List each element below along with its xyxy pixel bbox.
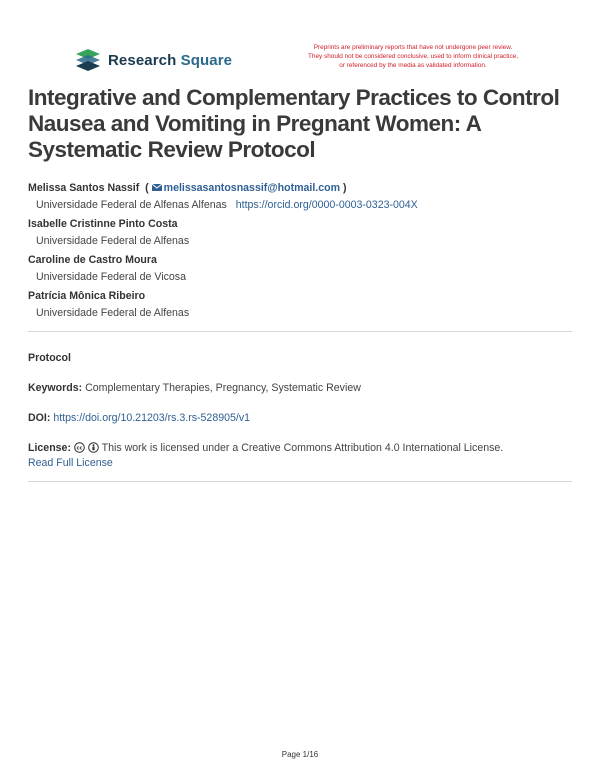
research-square-logo[interactable] (74, 48, 232, 72)
author-1: Melissa Santos Nassif ( melissasantosnassif@hotmail.com ) (28, 182, 347, 194)
article-type: Protocol (28, 352, 71, 364)
author-affiliation: Universidade Federal de Alfenas Alfenas https://orcid.org/0000-0003-0323-004X (36, 199, 418, 211)
author-affiliation: Universidade Federal de Alfenas (36, 307, 190, 319)
research-square-logo-icon (74, 48, 102, 72)
logo-text: Research Square (108, 51, 233, 69)
keywords-label: Keywords: (28, 382, 83, 394)
author-2: Isabelle Cristinne Pinto Costa (28, 218, 178, 230)
page-number: Page 1/16 (281, 750, 319, 759)
disclaimer-line: Preprints are preliminary reports that have not undergone peer review. (313, 44, 513, 51)
license-label: License: (28, 442, 71, 454)
author-affiliation: Universidade Federal de Alfenas (36, 235, 190, 247)
preprint-disclaimer (268, 43, 558, 70)
divider (28, 481, 572, 482)
paper-title: Integrative and Complementary Practices to Control Nausea and Vomiting in Pregnant Women: A Systematic Review Protocol (28, 85, 560, 162)
doi (28, 411, 578, 426)
disclaimer-line: or referenced by the media as validated information. (339, 62, 487, 69)
keywords (28, 381, 578, 396)
divider (28, 331, 572, 332)
license (28, 441, 578, 471)
mail-icon (152, 184, 162, 191)
attribution-icon (88, 442, 99, 453)
orcid-link[interactable]: https://orcid.org/0000-0003-0323-004X (235, 199, 418, 211)
svg-text:cc: cc (76, 445, 83, 452)
license-text: This work is licensed under a Creative Commons Attribution 4.0 International License. (101, 442, 504, 454)
author-3: Caroline de Castro Moura (28, 254, 157, 266)
read-full-license-link[interactable]: Read Full License (28, 457, 113, 469)
author-name: Melissa Santos Nassif (28, 182, 140, 194)
author-4: Patrícia Mônica Ribeiro (28, 290, 146, 302)
doi-label: DOI: (28, 412, 51, 424)
author-email-link[interactable]: melissasantosnassif@hotmail.com (163, 182, 341, 194)
author-affiliation: Universidade Federal de Vicosa (36, 271, 186, 283)
creative-commons-icon (74, 442, 85, 453)
keywords-value: Complementary Therapies, Pregnancy, Systematic Review (85, 382, 361, 394)
doi-link[interactable]: https://doi.org/10.21203/rs.3.rs-528905/v1 (53, 412, 251, 424)
disclaimer-line: They should not be considered conclusive, used to inform clinical practice, (308, 53, 518, 60)
author-list (28, 180, 578, 324)
